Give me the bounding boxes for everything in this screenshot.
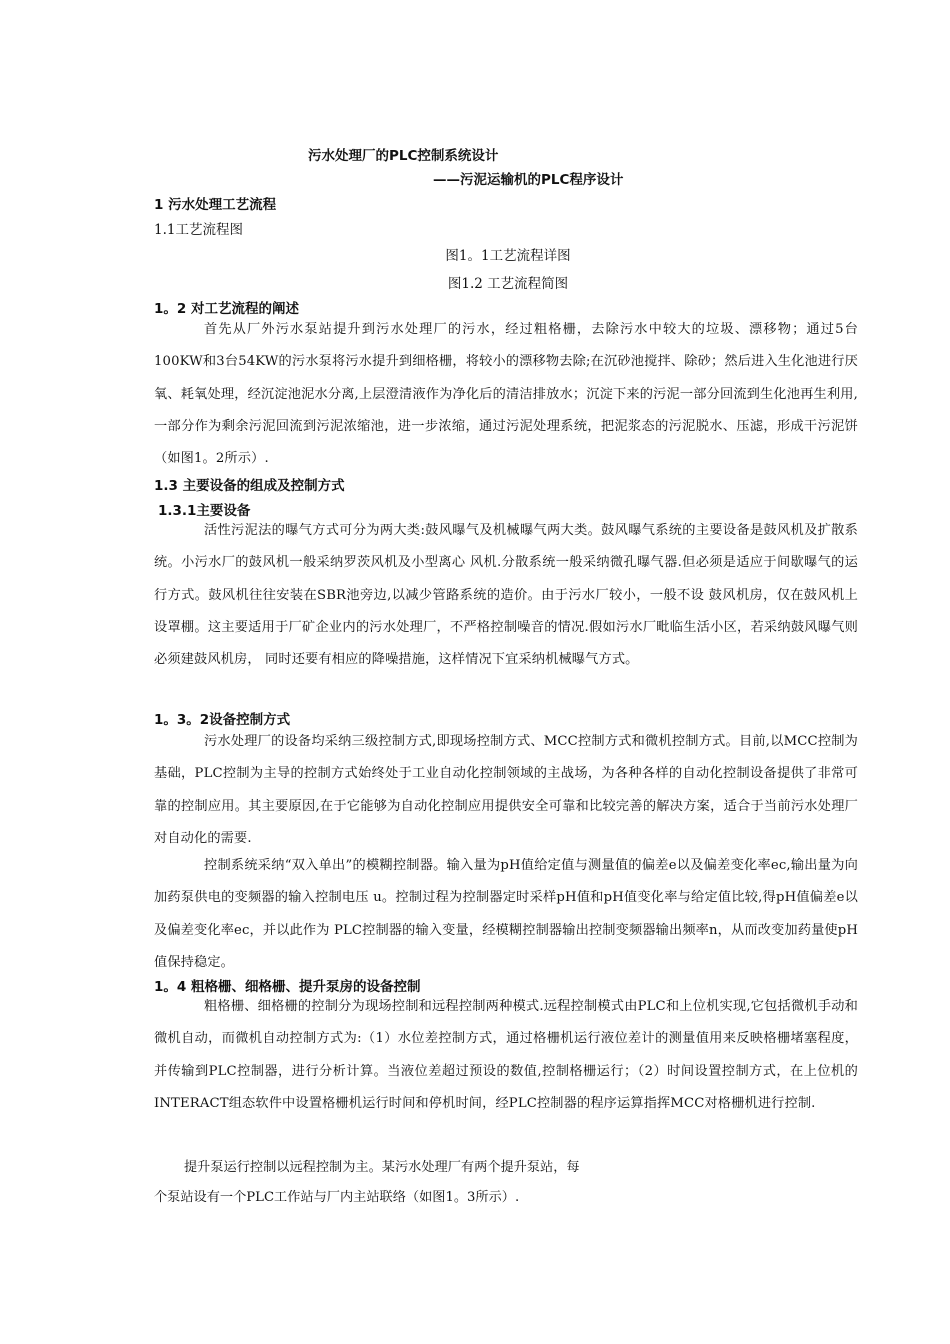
heading-section-1-3: 1.3 主要设备的组成及控制方式 <box>154 478 345 494</box>
paragraph-control-mode: 污水处理厂的设备均采纳三级控制方式,即现场控制方式、MCC控制方式和微机控制方式。目前,以MCC控制为基础，PLC控制为主导的控制方式始终处于工业自动化控制领域的主战场，为各种各样的自动化控制设备提供了非常可靠的控制应用。其主要原因,在于它能够为自动化控制应用提供安全可靠和比较完善的解决方案，适合于当前污水处理厂对自动化的需要. <box>154 734 858 846</box>
document-title: 污水处理厂的PLC控制系统设计 <box>308 148 499 164</box>
figure-caption-1-1: 图1。1工艺流程详图 <box>445 248 571 264</box>
document-subtitle: ——污泥运输机的PLC程序设计 <box>433 172 624 188</box>
paragraph-grille-control: 粗格栅、细格栅的控制分为现场控制和远程控制两种模式.远程控制模式由PLC和上位机实现,它包括微机手动和微机自动，而微机自动控制方式为:（1）水位差控制方式，通过格栅机运行液位差计的测量值用来反映格栅堵塞程度，并传输到PLC控制器，进行分析计算。当液位差超过预设的数值,控制格栅运行；（2）时间设置控制方式，在上位机的INTERACT组态软件中设置格栅机运行时间和停机时间，经PLC控制器的程序运算指挥MCC对格栅机进行控制. <box>154 999 858 1111</box>
heading-section-1: 1 污水处理工艺流程 <box>154 197 277 213</box>
heading-section-1-3-1: 1.3.1主要设备 <box>158 503 251 519</box>
paragraph-process-description: 首先从厂外污水泵站提升到污水处理厂的污水，经过粗格栅，去除污水中较大的垃圾、漂移物；通过5台100KW和3台54KW的污水泵将污水提升到细格栅，将较小的漂移物去除;在沉砂池搅拌、除砂；然后进入生化池进行厌氧、耗氧处理，经沉淀池泥水分离,上层澄清液作为净化后的清洁排放水；沉淀下来的污泥一部分回流到生化池再生利用,一部分作为剩余污泥回流到污泥浓缩池，进一步浓缩，通过污泥处理系统，把泥浆态的污泥脱水、压滤，形成干污泥饼（如图1。2所示）. <box>154 322 858 467</box>
heading-section-1-3-2: 1。3。2设备控制方式 <box>154 712 291 728</box>
paragraph-fuzzy-control: 控制系统采纳“双入单出”的模糊控制器。输入量为pH值给定值与测量值的偏差e以及偏差变化率ec,输出量为向加药泵供电的变频器的输入控制电压 u。控制过程为控制器定时采样pH值和pH值变化率与给定值比较,得pH值偏差e以及偏差变化率ec，并以此作为 PLC控制器的输入变量，经模糊控制器输出控制变频器输出频率n，从而改变加药量使pH值保持稳定。 <box>154 858 858 970</box>
heading-section-1-1: 1.1工艺流程图 <box>154 222 243 238</box>
paragraph-pump-line-1: 提升泵运行控制以远程控制为主。某污水处理厂有两个提升泵站，每 <box>184 1160 580 1175</box>
paragraph-pump-line-2: 个泵站设有一个PLC工作站与厂内主站联络（如图1。3所示）. <box>154 1190 520 1205</box>
heading-section-1-4: 1。4 粗格栅、细格栅、提升泵房的设备控制 <box>154 979 421 995</box>
heading-section-1-2: 1。2 对工艺流程的阐述 <box>154 301 299 317</box>
figure-caption-1-2: 图1.2 工艺流程简图 <box>447 276 569 292</box>
paragraph-main-equipment: 活性污泥法的曝气方式可分为两大类:鼓风曝气及机械曝气两大类。鼓风曝气系统的主要设备是鼓风机及扩散系统。小污水厂的鼓风机一般采纳罗茨风机及小型离心 风机.分散系统一般采纳微孔曝气器.但必须是适应于间歇曝气的运行方式。鼓风机往往安装在SBR池旁边,以减少管路系统的造价。由于污水厂较小，一般不设 鼓风机房，仅在鼓风机上设罩棚。这主要适用于厂矿企业内的污水处理厂，不严格控制噪音的情况.假如污水厂毗临生活小区，若采纳鼓风曝气则必须建鼓风机房， 同时还要有相应的降噪措施，这样情况下宜采纳机械曝气方式。 <box>154 523 858 668</box>
